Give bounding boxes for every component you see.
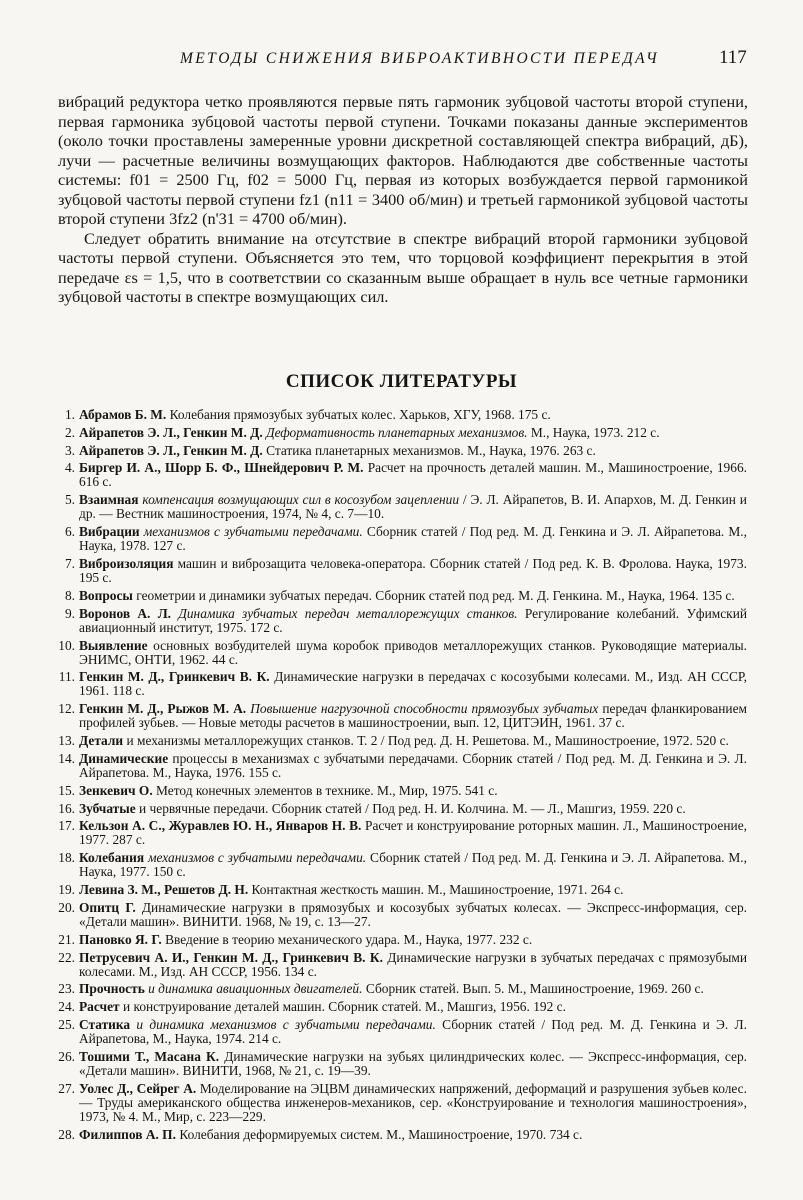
reference-item bbox=[55, 802, 747, 816]
reference-authors: Кельзон А. С., Журавлев Ю. Н., Январов Н. В. bbox=[79, 818, 362, 834]
reference-title-italic: и динамика механизмов с зубчатыми передачами. bbox=[136, 1016, 436, 1032]
reference-authors: Айрапетов Э. Л., Генкин М. Д. bbox=[79, 442, 263, 458]
reference-text: Расчет на прочность деталей машин. М., Машиностроение, 1966. 616 с. bbox=[79, 460, 747, 490]
reference-authors: Зубчатые bbox=[79, 800, 136, 816]
reference-text: Метод конечных элементов в технике. М., Мир, 1975. 541 с. bbox=[156, 782, 498, 798]
reference-item bbox=[55, 639, 747, 667]
reference-number: 4. bbox=[64, 460, 75, 476]
reference-text: процессы в механизмах с зубчатыми передачами. Сборник статей / Под ред. М. Д. Генкина и Э. Л. Айрапетова. М., Наука, 1976. 155 с. bbox=[79, 750, 747, 780]
reference-item bbox=[55, 1000, 747, 1014]
reference-text: М., Наука, 1973. 212 с. bbox=[530, 424, 660, 440]
reference-number: 9. bbox=[64, 605, 75, 621]
reference-text: Регулирование колебаний. Уфимский авиационный институт, 1975. 172 с. bbox=[79, 605, 748, 635]
reference-authors: Опитц Г. bbox=[79, 899, 136, 915]
reference-item bbox=[55, 819, 747, 847]
reference-authors: Айрапетов Э. Л., Генкин М. Д. bbox=[79, 424, 263, 440]
reference-authors: Генкин М. Д., Гринкевич В. К. bbox=[79, 669, 270, 685]
reference-item bbox=[55, 951, 747, 979]
reference-title-italic: и динамика авиационных двигателей. bbox=[148, 981, 363, 997]
reference-number: 16. bbox=[58, 800, 75, 816]
paragraph-second: Следует обратить внимание на отсутствие в спектре вибраций второй гармоники зубцовой частоты первой ступени. Объясняется это тем, что торцовой коэффициент перекрытия в этой передаче εs = 1,5, что в соответствии со сказанным выше обращает в нуль все четные гармоники зубцовой частоты в спектре возмущающих сил. bbox=[58, 228, 748, 306]
reference-number: 28. bbox=[58, 1126, 75, 1142]
reference-item bbox=[55, 557, 747, 585]
paragraph-continuation: вибраций редуктора четко проявляются первые пять гармоник зубцовой частоты второй ступени, первая гармоника зубцовой частоты первой ступени. Точками показаны данные экспериментов (около точки проставлены замеренные уровни дискретной составляющей спектра вибраций, дБ), лучи — расчетные величины возмущающих факторов. Наблюдаются две собственные частоты системы: f01 = 2500 Гц, f02 = 5000 Гц, первая из которых возбуждается первой гармоникой зубцовой частоты первой ступени fz1 (n11 = 3400 об/мин) и третьей гармоникой зубцовой частоты второй ступени 3fz2 (n'31 = 4700 об/мин). bbox=[58, 92, 748, 228]
reference-text: Сборник статей. Вып. 5. М., Машиностроение, 1969. 260 с. bbox=[365, 981, 704, 997]
reference-authors: Генкин М. Д., Рыжов М. А. bbox=[79, 701, 247, 717]
reference-item bbox=[55, 493, 747, 521]
reference-authors: Взаимная bbox=[79, 492, 139, 508]
reference-text: и червячные передачи. Сборник статей / Под ред. Н. И. Колчина. М. — Л., Машгиз, 1959. 220 с. bbox=[139, 800, 686, 816]
reference-title-italic: механизмов с зубчатыми передачами. bbox=[143, 524, 363, 540]
reference-item bbox=[55, 883, 747, 897]
reference-authors: Петрусевич А. И., Генкин М. Д., Гринкевич В. К. bbox=[79, 949, 383, 965]
reference-number: 6. bbox=[64, 524, 75, 540]
reference-title-italic: Деформативность планетарных механизмов. bbox=[266, 424, 528, 440]
reference-item bbox=[55, 1128, 747, 1142]
reference-number: 25. bbox=[58, 1016, 75, 1032]
reference-text: передач фланкированием профилей зубьев. — Новые методы расчетов в машиностроении, вып. 12, ЦИТЭИН, 1961. 37 с. bbox=[79, 701, 747, 731]
reference-authors: Колебания bbox=[79, 850, 145, 866]
reference-text: Введение в теорию механического удара. М., Наука, 1977. 232 с. bbox=[165, 931, 533, 947]
reference-number: 18. bbox=[58, 850, 75, 866]
reference-number: 20. bbox=[58, 899, 75, 915]
reference-item bbox=[55, 982, 747, 996]
reference-item bbox=[55, 607, 747, 635]
reference-authors: Тошими Т., Масана К. bbox=[79, 1048, 220, 1064]
reference-title-italic: Динамика зубчатых передач металлорежущих станков. bbox=[178, 605, 518, 621]
reference-item bbox=[55, 670, 747, 698]
reference-number: 13. bbox=[58, 733, 75, 749]
reference-text: и конструирование деталей машин. Сборник статей. М., Машгиз, 1956. 192 с. bbox=[122, 999, 566, 1015]
reference-authors: Пановко Я. Г. bbox=[79, 931, 162, 947]
reference-item bbox=[55, 444, 747, 458]
reference-number: 3. bbox=[64, 442, 75, 458]
reference-text: Динамические нагрузки в передачах с косозубыми колесами. М., Изд. АН СССР, 1961. 118 с. bbox=[79, 669, 747, 699]
reference-number: 19. bbox=[58, 882, 75, 898]
reference-number: 8. bbox=[64, 587, 75, 603]
reference-number: 17. bbox=[58, 818, 75, 834]
reference-title-italic: механизмов с зубчатыми передачами. bbox=[147, 850, 367, 866]
reference-text: Расчет и конструирование роторных машин. Л., Машиностроение, 1977. 287 с. bbox=[79, 818, 747, 848]
reference-text: Динамические нагрузки в прямозубых и косозубых зубчатых колесах. — Экспресс-информация, сер. «Детали машин». ВИНИТИ. 1968, № 19, с. 13—27. bbox=[79, 899, 747, 929]
reference-text: Динамические нагрузки на зубьях цилиндрических колес. — Экспресс-информация, сер. «Детали машин». ВИНИТИ, 1968, № 21, с. 19—39. bbox=[79, 1048, 747, 1078]
reference-number: 24. bbox=[58, 999, 75, 1015]
reference-number: 2. bbox=[64, 424, 75, 440]
reference-item bbox=[55, 525, 747, 553]
reference-text: Контактная жесткость машин. М., Машиностроение, 1971. 264 с. bbox=[251, 882, 624, 898]
reference-item bbox=[55, 1018, 747, 1046]
reference-number: 10. bbox=[58, 637, 75, 653]
reference-item bbox=[55, 901, 747, 929]
reference-text: Сборник статей / Под ред. М. Д. Генкина и Э. Л. Айрапетова. М., Наука, 1978. 127 с. bbox=[79, 524, 747, 554]
reference-authors: Воронов А. Л. bbox=[79, 605, 172, 621]
reference-item bbox=[55, 734, 747, 748]
reference-number: 14. bbox=[58, 750, 75, 766]
reference-list bbox=[55, 408, 747, 1145]
reference-item bbox=[55, 426, 747, 440]
reference-number: 21. bbox=[58, 931, 75, 947]
reference-number: 15. bbox=[58, 782, 75, 798]
reference-title-italic: Повышение нагрузочной способности прямозубых зубчатых bbox=[250, 701, 599, 717]
reference-authors: Абрамов Б. М. bbox=[79, 407, 167, 422]
reference-item bbox=[55, 1082, 747, 1124]
reference-item bbox=[55, 752, 747, 780]
reference-item bbox=[55, 408, 747, 422]
reference-text: машин и виброзащита человека-оператора. Сборник статей / Под ред. К. В. Фролова. Наука, 1973. 195 с. bbox=[79, 555, 747, 586]
reference-authors: Детали bbox=[79, 733, 124, 749]
reference-number: 12. bbox=[58, 701, 75, 717]
reference-number: 27. bbox=[58, 1080, 75, 1096]
reference-item bbox=[55, 589, 747, 603]
reference-item bbox=[55, 933, 747, 947]
reference-title-italic: компенсация возмущающих сил в косозубом зацеплении bbox=[142, 492, 460, 508]
reference-text: и механизмы металлорежущих станков. Т. 2 / Под ред. Д. Н. Решетова. М., Машиностроение, 1972. 520 с. bbox=[126, 733, 729, 749]
references-heading: СПИСОК ЛИТЕРАТУРЫ bbox=[285, 371, 518, 392]
reference-item bbox=[55, 461, 747, 489]
reference-item bbox=[55, 784, 747, 798]
reference-text: Колебания прямозубых зубчатых колес. Харьков, ХГУ, 1968. 175 с. bbox=[169, 407, 551, 422]
reference-number: 5. bbox=[64, 492, 75, 508]
reference-authors: Динамические bbox=[79, 750, 169, 766]
reference-authors: Биргер И. А., Шорр Б. Ф., Шнейдерович Р. М. bbox=[79, 460, 364, 476]
reference-text: Сборник статей / Под ред. М. Д. Генкина и Э. Л. Айрапетова, М., Наука, 1974. 214 с. bbox=[79, 1016, 747, 1047]
reference-number: 26. bbox=[58, 1048, 75, 1064]
reference-authors: Расчет bbox=[79, 999, 120, 1015]
reference-text: основных возбудителей шума коробок приводов металлорежущих станков. Руководящие материалы. ЭНИМС, ОНТИ, 1962. 44 с. bbox=[79, 637, 747, 667]
reference-text: Статика планетарных механизмов. М., Наука, 1976. 263 с. bbox=[266, 442, 596, 458]
reference-authors: Статика bbox=[79, 1016, 131, 1032]
reference-text: Динамические нагрузки в зубчатых передачах с прямозубыми колесами. М., Изд. АН СССР, 1956. 134 с. bbox=[79, 949, 747, 979]
page-number: 117 bbox=[719, 47, 747, 68]
reference-authors: Филиппов А. П. bbox=[79, 1126, 176, 1142]
reference-number: 1. bbox=[64, 407, 75, 422]
reference-authors: Левина З. М., Решетов Д. Н. bbox=[79, 882, 249, 898]
reference-authors: Выявление bbox=[79, 637, 148, 653]
running-header: МЕТОДЫ СНИЖЕНИЯ ВИБРОАКТИВНОСТИ ПЕРЕДАЧ bbox=[180, 50, 660, 67]
reference-text: / Э. Л. Айрапетов, В. И. Апархов, М. Д. Генкин и др. — Вестник машиностроения, 1974, № 4, с. 7—10. bbox=[79, 492, 747, 522]
reference-text: Колебания деформируемых систем. М., Машиностроение, 1970. 734 с. bbox=[179, 1126, 583, 1142]
reference-text: геометрии и динамики зубчатых передач. Сборник статей под ред. М. Д. Генкина. М., Наука, 1964. 135 с. bbox=[136, 587, 735, 603]
reference-authors: Виброизоляция bbox=[79, 555, 174, 571]
reference-text: Моделирование на ЭЦВМ динамических напряжений, деформаций и разрушения зубьев колес. — Труды американского общества инженеров-механиков, сер. «Конструирование и технология машиностроения», 1973, № 4. М., Мир, с. 223—229. bbox=[79, 1080, 747, 1124]
reference-authors: Вопросы bbox=[79, 587, 133, 603]
reference-number: 22. bbox=[58, 949, 75, 965]
reference-item bbox=[55, 851, 747, 879]
reference-text: Сборник статей / Под ред. М. Д. Генкина и Э. Л. Айрапетова. М., Наука, 1977. 150 с. bbox=[79, 850, 747, 880]
reference-authors: Уолес Д., Сейрег А. bbox=[79, 1080, 197, 1096]
reference-item bbox=[55, 702, 747, 730]
reference-number: 23. bbox=[58, 981, 75, 997]
reference-item bbox=[55, 1050, 747, 1078]
reference-authors: Прочность bbox=[79, 981, 145, 997]
reference-number: 11. bbox=[58, 669, 75, 685]
reference-authors: Вибрации bbox=[79, 524, 140, 540]
reference-number: 7. bbox=[64, 555, 75, 571]
body-text bbox=[58, 92, 748, 307]
reference-authors: Зенкевич О. bbox=[79, 782, 153, 798]
